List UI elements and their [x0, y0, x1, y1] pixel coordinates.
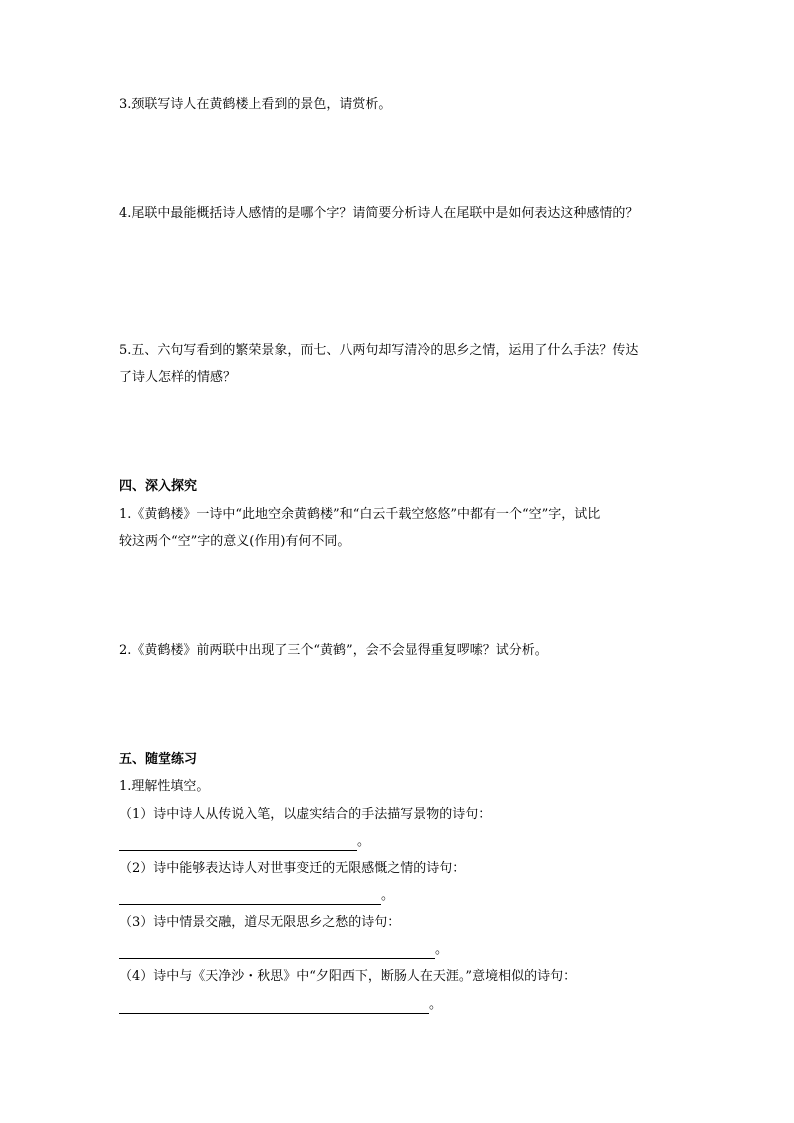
fill-item-1-answer-line — [119, 833, 370, 851]
section-4-question-1-line-2: 较这两个“空”字的意义(作用)有何不同。 — [119, 534, 351, 549]
section-4-question-2: 2.《黄鹤楼》前两联中出现了三个“黄鹤”，会不会显得重复啰嗦？试分析。 — [119, 643, 548, 658]
answer-end-mark: 。 — [429, 997, 443, 1012]
answer-blank[interactable] — [119, 890, 381, 905]
answer-blank[interactable] — [119, 836, 357, 851]
fill-item-2-answer-line — [119, 887, 394, 905]
answer-end-mark: 。 — [381, 888, 395, 903]
question-3: 3.颈联写诗人在黄鹤楼上看到的景色，请赏析。 — [119, 97, 392, 112]
answer-blank[interactable] — [119, 944, 435, 959]
section-4-heading: 四、深入探究 — [119, 479, 198, 494]
question-4: 4.尾联中最能概括诗人感情的是哪个字？请简要分析诗人在尾联中是如何表达这种感情的？ — [119, 206, 639, 221]
fill-item-4-answer-line — [119, 996, 442, 1014]
answer-end-mark: 。 — [435, 942, 449, 957]
fill-item-1-prompt: （1）诗中诗人从传说入笔，以虚实结合的手法描写景物的诗句： — [119, 807, 492, 822]
section-4-question-1-line-1: 1.《黄鹤楼》一诗中“此地空余黄鹤楼”和“白云千载空悠悠”中都有一个“空”字，试比 — [119, 507, 601, 522]
answer-end-mark: 。 — [357, 834, 371, 849]
fill-item-2-prompt: （2）诗中能够表达诗人对世事变迁的无限感慨之情的诗句： — [119, 861, 466, 876]
fill-item-3-prompt: （3）诗中情景交融，道尽无限思乡之愁的诗句： — [119, 915, 401, 930]
question-5-line-1: 5.五、六句写看到的繁荣景象，而七、八两句却写清冷的思乡之情，运用了什么手法？传达 — [119, 343, 639, 358]
section-5-heading: 五、随堂练习 — [119, 752, 198, 767]
section-5-question-1: 1.理解性填空。 — [119, 779, 210, 794]
answer-blank[interactable] — [119, 999, 429, 1014]
fill-item-3-answer-line — [119, 941, 448, 959]
question-5-line-2: 了诗人怎样的情感？ — [119, 370, 237, 385]
fill-item-4-prompt: （4）诗中与《天净沙・秋思》中“夕阳西下，断肠人在天涯。”意境相似的诗句： — [119, 969, 577, 984]
